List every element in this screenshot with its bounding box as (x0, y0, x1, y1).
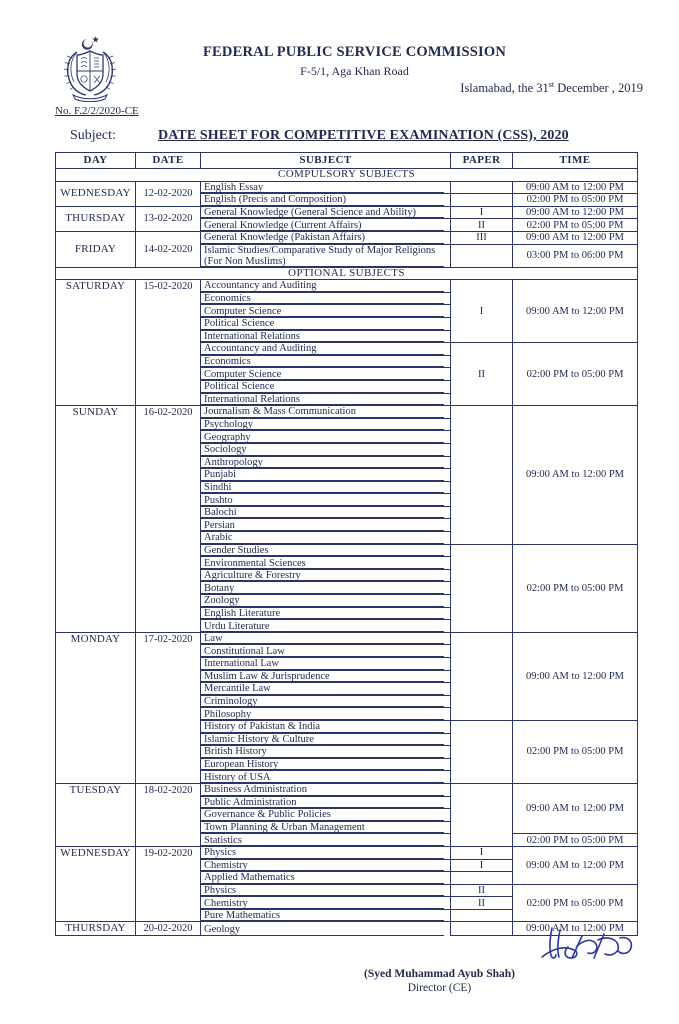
subject-text: Islamic Studies/Comparative Study of Major Religions (For Non Muslims) (204, 244, 436, 267)
place-and-date (460, 80, 643, 96)
time-cell: 09:00 AM to 12:00 PM (513, 206, 638, 219)
subject-text: Arabic (204, 532, 233, 544)
date-cell: 17-02-2020 (136, 632, 201, 783)
subject-cell (201, 393, 451, 406)
day-cell: WEDNESDAY (56, 181, 136, 206)
subject-text: Town Planning & Urban Management (204, 822, 365, 833)
subject-text: Computer Science (204, 368, 282, 380)
date-cell: 19-02-2020 (136, 846, 201, 922)
subject-cell (201, 532, 451, 545)
subject-label: Subject: (70, 128, 116, 143)
subject-cell (201, 909, 451, 922)
column-header-time: TIME (513, 153, 638, 169)
band-row (56, 267, 638, 280)
paper-cell (451, 783, 513, 846)
band-optional-subjects: OPTIONAL SUBJECTS (56, 267, 638, 280)
subject-text: Applied Mathematics (204, 872, 295, 884)
time-cell: 09:00 AM to 12:00 PM (513, 922, 638, 936)
day-cell: WEDNESDAY (56, 846, 136, 922)
subject-cell (201, 884, 451, 897)
subject-cell (201, 368, 451, 381)
subject-text: Pure Mathematics (204, 910, 281, 922)
subject-cell (201, 695, 451, 708)
subject-cell (201, 194, 451, 207)
day-cell: THURSDAY (56, 922, 136, 936)
date-cell: 16-02-2020 (136, 406, 201, 633)
time-cell: 02:00 PM to 05:00 PM (513, 720, 638, 783)
subject-text: International Law (204, 658, 279, 670)
paper-cell (451, 181, 513, 194)
time-cell: 02:00 PM to 05:00 PM (513, 884, 638, 922)
date-sheet-table-wrapper (55, 152, 637, 936)
organization-address: F-5/1, Aga Khan Road (300, 64, 409, 78)
table-row (56, 632, 638, 645)
subject-cell (201, 317, 451, 330)
table-row (56, 206, 638, 219)
subject-cell (201, 343, 451, 356)
subject-cell (201, 846, 451, 859)
subject-cell (201, 206, 451, 219)
subject-text: Zoology (204, 595, 240, 607)
date-cell: 12-02-2020 (136, 181, 201, 206)
subject-text: Botany (204, 582, 235, 594)
subject-text: Accountancy and Auditing (204, 343, 317, 355)
paper-cell (451, 194, 513, 207)
paper-cell: II (451, 884, 513, 897)
subject-text: Islamic History & Culture (204, 733, 314, 745)
date-cell: 18-02-2020 (136, 783, 201, 846)
subject-cell (201, 506, 451, 519)
subject-text: Psychology (204, 419, 254, 430)
subject-underline (201, 266, 444, 267)
subject-text: Political Science (204, 381, 275, 393)
subject-cell (201, 557, 451, 570)
time-cell: 09:00 AM to 12:00 PM (513, 280, 638, 343)
subject-text: Philosophy (204, 708, 252, 720)
subject-cell (201, 758, 451, 771)
subject-cell (201, 219, 451, 232)
subject-text: International Relations (204, 330, 300, 342)
time-cell: 02:00 PM to 05:00 PM (513, 343, 638, 406)
time-cell: 09:00 AM to 12:00 PM (513, 783, 638, 833)
subject-text: Urdu Literature (204, 620, 270, 632)
subject-text: Muslim Law & Jurisprudence (204, 670, 330, 682)
time-cell: 02:00 PM to 05:00 PM (513, 219, 638, 232)
paper-cell: II (451, 343, 513, 406)
subject-cell (201, 305, 451, 318)
column-header-paper: PAPER (451, 153, 513, 169)
subject-text: General Knowledge (Current Affairs) (204, 219, 362, 231)
subject-text: Economics (204, 293, 251, 305)
subject-text: General Knowledge (General Science and Ability) (204, 207, 416, 219)
subject-text: Governance & Public Policies (204, 809, 331, 821)
document-header (0, 0, 679, 112)
table-row (56, 846, 638, 859)
paper-cell: I (451, 206, 513, 219)
subject-cell (201, 872, 451, 885)
subject-cell (201, 645, 451, 658)
subject-text: Public Administration (204, 796, 297, 808)
subject-text: International Relations (204, 393, 300, 405)
subject-text: Chemistry (204, 897, 248, 909)
subject-cell (201, 418, 451, 431)
paper-cell (451, 909, 513, 922)
subject-text: Constitutional Law (204, 645, 285, 657)
time-cell: 02:00 PM to 05:00 PM (513, 544, 638, 632)
subject-text: Geography (204, 431, 251, 443)
subject-cell (201, 771, 451, 784)
subject-text: Geology (204, 923, 241, 935)
table-head (56, 153, 638, 169)
table-header-row (56, 153, 638, 169)
subject-text: Agriculture & Forestry (204, 570, 301, 582)
signatory-designation: Director (CE) (407, 982, 472, 994)
column-header-subject: SUBJECT (201, 153, 451, 169)
subject-cell (201, 582, 451, 595)
time-cell: 02:00 PM to 05:00 PM (513, 194, 638, 207)
subject-cell (201, 708, 451, 721)
subject-cell (201, 859, 451, 872)
paper-cell: III (451, 231, 513, 244)
subject-cell (201, 244, 451, 267)
subject-cell (201, 544, 451, 557)
table-row (56, 783, 638, 796)
subject-cell (201, 481, 451, 494)
subject-cell (201, 431, 451, 444)
paper-cell: I (451, 280, 513, 343)
subject-text: Statistics (204, 834, 242, 846)
paper-cell (451, 872, 513, 885)
subject-cell (201, 607, 451, 620)
subject-cell (201, 632, 451, 645)
time-cell: 09:00 AM to 12:00 PM (513, 406, 638, 545)
date-cell: 15-02-2020 (136, 280, 201, 406)
paper-cell: I (451, 846, 513, 859)
subject-text: Criminology (204, 696, 258, 708)
subject-cell (201, 231, 451, 244)
band-row (56, 169, 638, 182)
subject-text: Sociology (204, 444, 247, 456)
time-cell: 03:00 PM to 06:00 PM (513, 244, 638, 267)
paper-cell (451, 244, 513, 267)
day-cell: SUNDAY (56, 406, 136, 633)
time-cell: 09:00 AM to 12:00 PM (513, 846, 638, 884)
subject-text: Computer Science (204, 305, 282, 317)
subject-text: British History (204, 746, 267, 758)
subject-text: Sindhi (204, 481, 232, 493)
subject-cell (201, 181, 451, 194)
file-number: No. F.2/2/2020-CE (55, 105, 139, 117)
band-compulsory-subjects: COMPULSORY SUBJECTS (56, 169, 638, 182)
subject-text: General Knowledge (Pakistan Affairs) (204, 232, 366, 244)
subject-cell (201, 809, 451, 822)
subject-text: English (Precis and Composition) (204, 194, 347, 206)
subject-cell (201, 355, 451, 368)
subject-text: English Literature (204, 607, 281, 619)
subject-text: Balochi (204, 507, 237, 519)
table-body (56, 169, 638, 936)
subject-text: Mercantile Law (204, 683, 271, 695)
subject-cell (201, 834, 451, 847)
day-cell: TUESDAY (56, 783, 136, 846)
subject-cell (201, 456, 451, 469)
subject-cell (201, 683, 451, 696)
organization-title: FEDERAL PUBLIC SERVICE COMMISSION (203, 44, 506, 60)
paper-cell: I (451, 859, 513, 872)
subject-text: Physics (204, 884, 237, 896)
subject-cell (201, 783, 451, 796)
subject-cell (201, 494, 451, 507)
subject-cell (201, 670, 451, 683)
subject-cell (201, 519, 451, 532)
document-footer (0, 930, 679, 1022)
subject-text: History of USA (204, 771, 271, 783)
time-cell: 09:00 AM to 12:00 PM (513, 181, 638, 194)
table-row (56, 406, 638, 419)
column-header-day: DAY (56, 153, 136, 169)
subject-title: DATE SHEET FOR COMPETITIVE EXAMINATION (CSS), 2020 (158, 128, 569, 143)
place-date-suffix: December , 2019 (554, 81, 643, 96)
subject-cell (201, 469, 451, 482)
paper-cell: II (451, 897, 513, 910)
subject-cell (201, 380, 451, 393)
subject-cell (201, 443, 451, 456)
day-cell: THURSDAY (56, 206, 136, 231)
paper-cell: II (451, 219, 513, 232)
subject-cell (201, 746, 451, 759)
signatory-name: (Syed Muhammad Ayub Shah) (364, 968, 515, 980)
subject-text: Gender Studies (204, 544, 269, 556)
subject-cell (201, 620, 451, 633)
subject-cell (201, 733, 451, 746)
date-cell: 14-02-2020 (136, 231, 201, 267)
subject-text: Business Administration (204, 784, 307, 796)
time-cell: 09:00 AM to 12:00 PM (513, 632, 638, 720)
subject-cell (201, 796, 451, 809)
subject-cell (201, 821, 451, 834)
paper-cell (451, 632, 513, 720)
table-row (56, 231, 638, 244)
day-cell: MONDAY (56, 632, 136, 783)
subject-cell (201, 595, 451, 608)
subject-text: Law (204, 633, 223, 645)
subject-text: Anthropology (204, 456, 263, 468)
subject-cell (201, 280, 451, 293)
paper-cell (451, 720, 513, 783)
subject-text: Pushto (204, 494, 233, 506)
subject-text: Political Science (204, 318, 275, 330)
paper-cell (451, 544, 513, 632)
subject-cell (201, 658, 451, 671)
date-sheet-table (55, 152, 638, 936)
time-cell: 09:00 AM to 12:00 PM (513, 231, 638, 244)
subject-text: Economics (204, 356, 251, 368)
subject-text: Journalism & Mass Communication (204, 406, 356, 418)
subject-text: English Essay (204, 181, 264, 193)
subject-text: Environmental Sciences (204, 557, 306, 569)
subject-text: European History (204, 759, 279, 771)
time-cell: 02:00 PM to 05:00 PM (513, 834, 638, 847)
subject-text: Accountancy and Auditing (204, 280, 317, 292)
subject-cell (201, 720, 451, 733)
date-cell: 13-02-2020 (136, 206, 201, 231)
subject-text: History of Pakistan & India (204, 721, 321, 733)
subject-cell (201, 406, 451, 419)
subject-cell (201, 897, 451, 910)
table-row (56, 181, 638, 194)
column-header-date: DATE (136, 153, 201, 169)
subject-text: Punjabi (204, 469, 237, 481)
subject-text: Persian (204, 519, 235, 531)
subject-cell (201, 569, 451, 582)
date-cell: 20-02-2020 (136, 922, 201, 936)
place-date-prefix: Islamabad, the 31 (460, 81, 549, 96)
subject-cell (201, 292, 451, 305)
place-date-ordinal: st (548, 80, 555, 89)
paper-cell (451, 406, 513, 545)
day-cell: SATURDAY (56, 280, 136, 406)
subject-text: Chemistry (204, 859, 248, 871)
table-row (56, 280, 638, 293)
subject-text: Physics (204, 847, 237, 859)
subject-cell (201, 330, 451, 343)
day-cell: FRIDAY (56, 231, 136, 267)
